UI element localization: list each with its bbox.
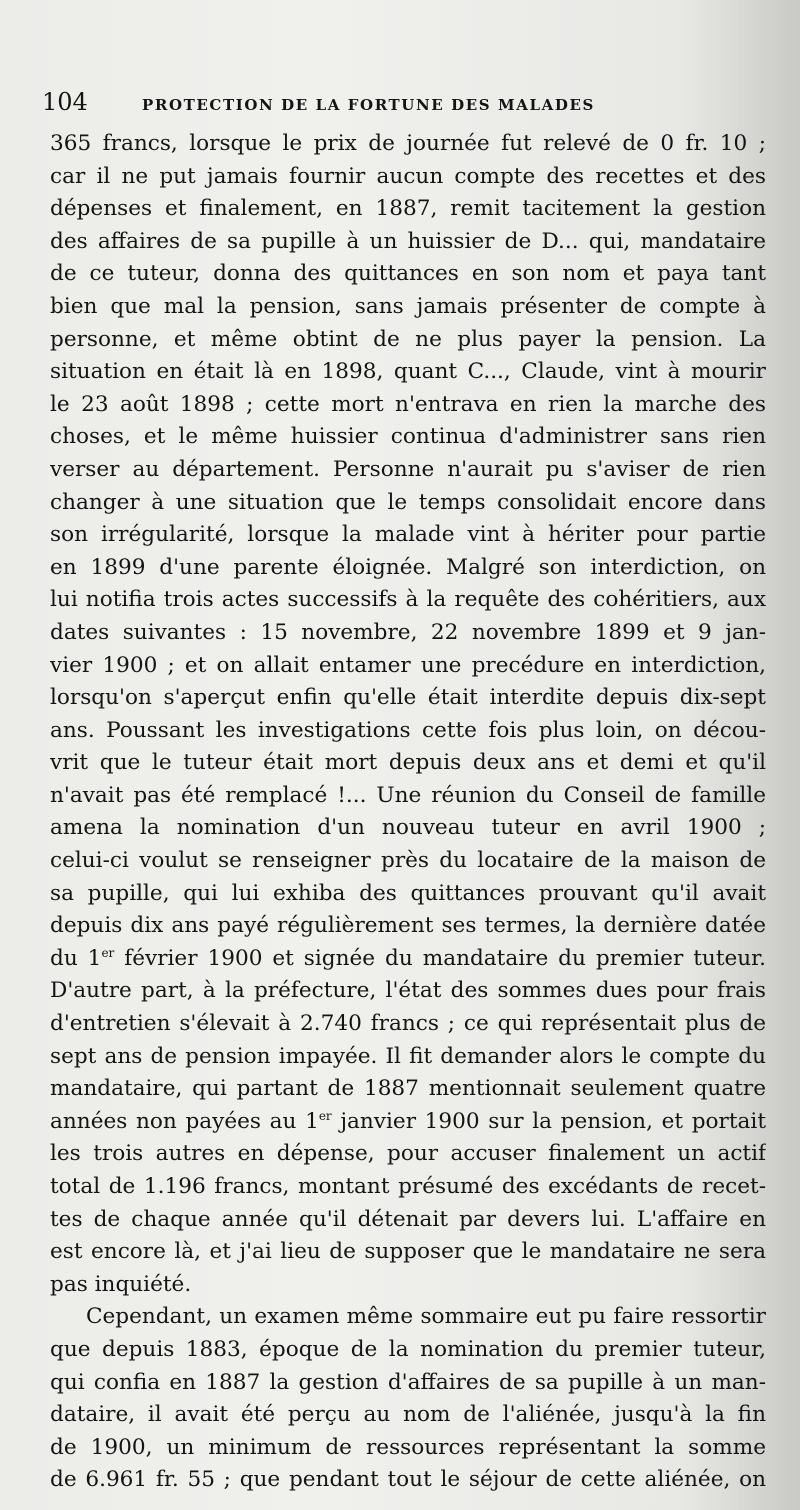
text-line: car il ne put jamais fournir aucun compte des recettes et des (50, 163, 766, 189)
text-line: d'entretien s'élevait à 2.740 francs ; ce qui représentait plus de (50, 1011, 766, 1037)
text-line: n'avait pas été remplacé !... Une réunion du Conseil de famille (50, 782, 766, 808)
text-line: verser au département. Personne n'aurait pu s'aviser de rien (50, 456, 766, 482)
text-line: Cependant, un examen même sommaire eut pu faire ressortir (86, 1304, 766, 1330)
text-line: tes de chaque année qu'il détenait par devers lui. L'affaire en (50, 1206, 766, 1232)
text-line: son irrégularité, lorsque la malade vint à hériter pour partie (50, 522, 766, 548)
text-line: celui-ci voulut se renseigner près du locataire de la maison de (50, 848, 766, 874)
paragraph-2 (50, 1301, 766, 1497)
text-line: 365 francs, lorsque le prix de journée fut relevé de 0 fr. 10 ; (50, 131, 766, 156)
text-line: depuis dix ans payé régulièrement ses termes, la dernière datée (50, 913, 766, 939)
body-text (50, 128, 766, 1497)
paragraph-1-last-line: pas inquiété. (50, 1271, 192, 1297)
text-line: dates suivantes : 15 novembre, 22 novembre 1899 et 9 jan- (50, 619, 766, 645)
text-line: mandataire, qui partant de 1887 mentionnait seulement quatre (50, 1076, 766, 1102)
text-line: bien que mal la pension, sans jamais présenter de compte à (50, 293, 766, 319)
running-title: PROTECTION DE LA FORTUNE DES MALADES (142, 96, 595, 114)
page-header (42, 88, 760, 116)
text-line: changer à une situation que le temps consolidait encore dans (50, 489, 766, 515)
text-line: dépenses et finalement, en 1887, remit tacitement la gestion (50, 196, 766, 222)
page-number: 104 (42, 88, 88, 116)
text-line: vier 1900 ; et on allait entamer une precédure en interdiction, (50, 652, 766, 678)
text-line: en 1899 d'une parente éloignée. Malgré son interdiction, on (50, 554, 766, 580)
text-line: de 1900, un minimum de ressources représentant la somme (50, 1434, 766, 1460)
text-line: choses, et le même huissier continua d'administrer sans rien (50, 424, 766, 450)
paragraph-1-continued (50, 975, 766, 1105)
text-line: lorsqu'on s'aperçut enfin qu'elle était interdite depuis dix-sept (50, 685, 766, 711)
text-line: est encore là, et j'ai lieu de supposer que le mandataire ne sera (50, 1239, 766, 1265)
text-line: ans. Poussant les investigations cette fois plus loin, on décou- (50, 717, 766, 743)
text-line: situation en était là en 1898, quant C..., Claude, vint à mourir (50, 359, 766, 385)
text-line: les trois autres en dépense, pour accuser finalement un actif (50, 1141, 766, 1167)
text-line: total de 1.196 francs, montant présumé des excédants de recet- (50, 1174, 766, 1199)
text-line: amena la nomination d'un nouveau tuteur en avril 1900 ; (50, 815, 766, 841)
text-line: vrit que le tuteur était mort depuis deux ans et demi et qu'il (50, 750, 766, 776)
text-line: le 23 août 1898 ; cette mort n'entrava en rien la marche des (50, 391, 766, 417)
text-line: sept ans de pension impayée. Il fit demander alors le compte du (50, 1043, 766, 1069)
text-line: de 6.961 fr. 55 ; que pendant tout le séjour de cette aliénée, on (50, 1467, 766, 1493)
text-line: D'autre part, à la préfecture, l'état des sommes dues pour frais (50, 978, 766, 1004)
text-line: de ce tuteur, donna des quittances en son nom et paya tant (50, 261, 766, 287)
text-line: personne, et même obtint de ne plus payer la pension. La (50, 326, 766, 352)
text-line: qui confia en 1887 la gestion d'affaires de sa pupille à un man- (50, 1369, 766, 1395)
text-line: des affaires de sa pupille à un huissier de D... qui, mandataire (50, 228, 766, 254)
text-line: que depuis 1883, époque de la nomination du premier tuteur, (50, 1336, 766, 1362)
text-line: lui notifia trois actes successifs à la requête des cohéritiers, aux (50, 587, 766, 613)
text-line: sa pupille, qui lui exhiba des quittances prouvant qu'il avait (50, 880, 766, 906)
text-line-31: années non payées au 1er janvier 1900 sur la pension, et portait (50, 1108, 766, 1134)
paragraph-1-end (50, 1138, 766, 1268)
text-line: dataire, il avait été perçu au nom de l'aliénée, jusqu'à la fin (50, 1402, 766, 1428)
paragraph-1 (50, 128, 766, 943)
text-line-26: du 1er février 1900 et signée du mandataire du premier tuteur. (50, 945, 766, 971)
